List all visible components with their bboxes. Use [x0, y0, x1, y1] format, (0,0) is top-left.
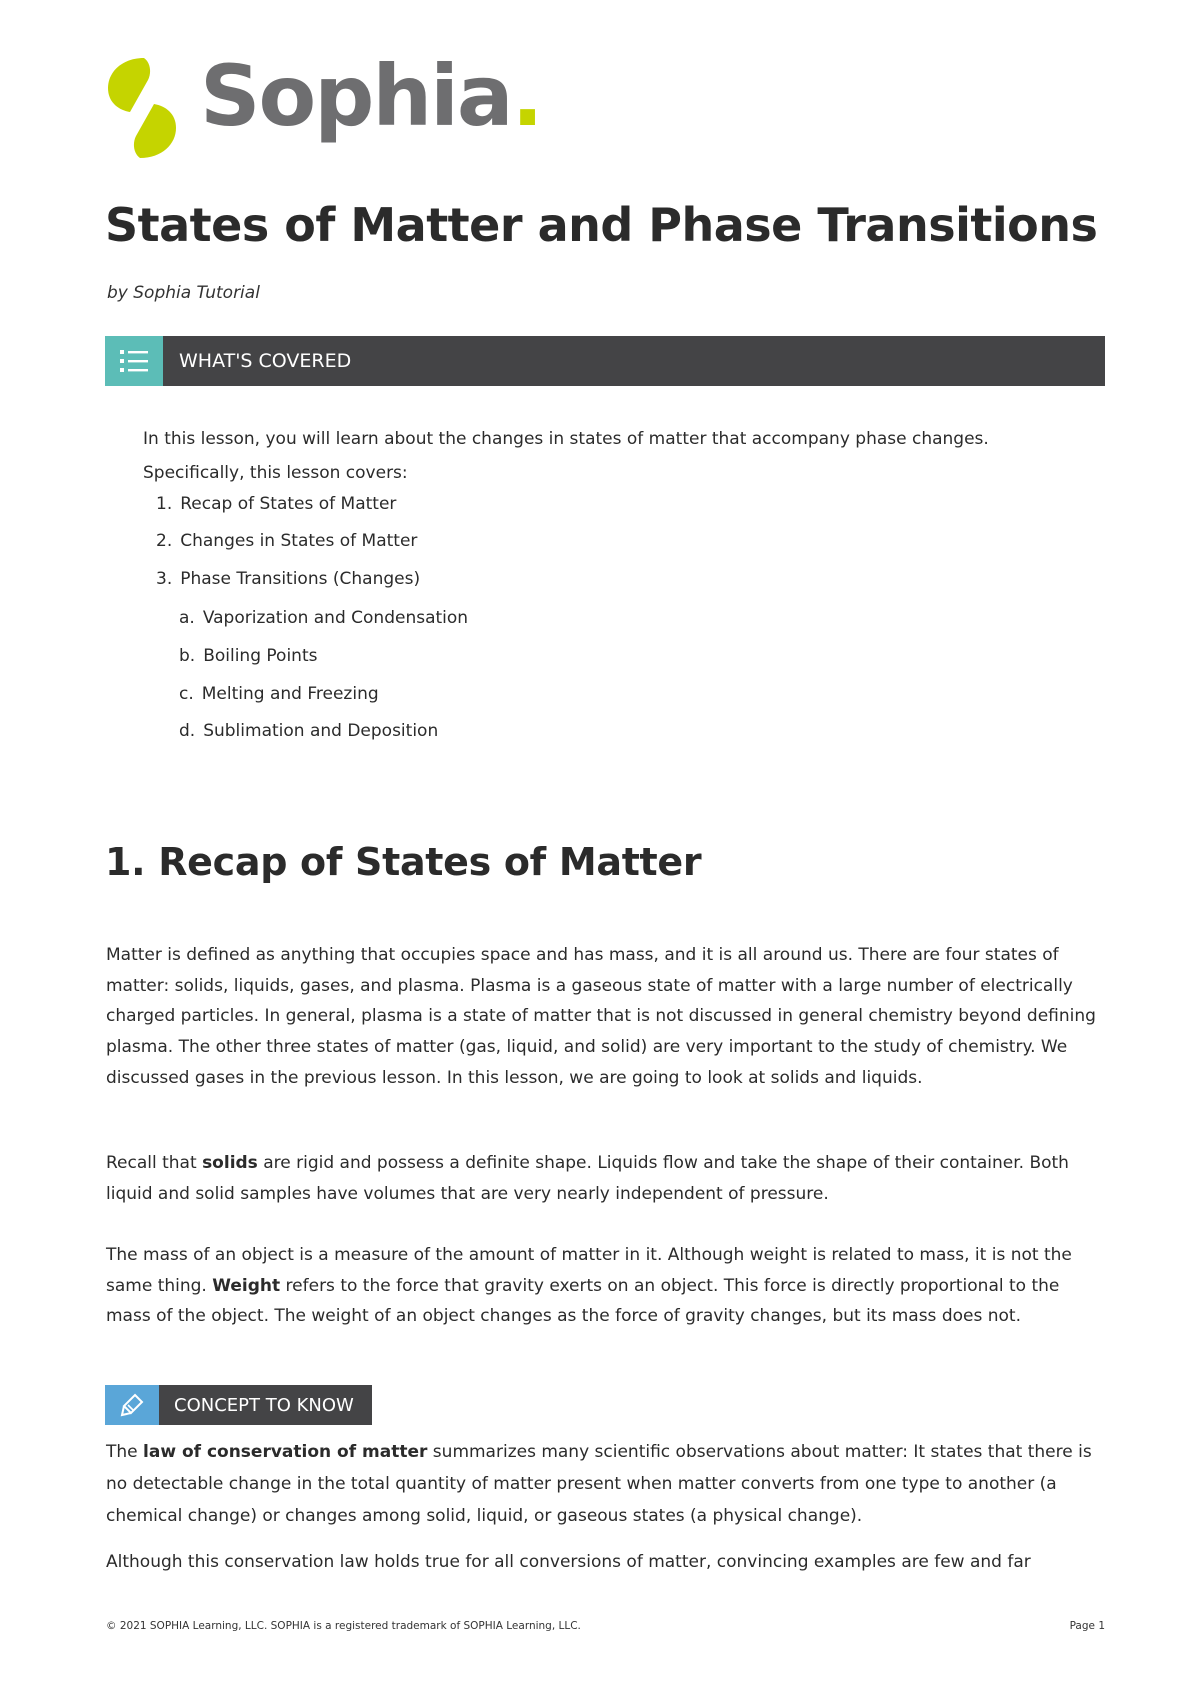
term-law-of-conservation: law of conservation of matter — [143, 1442, 428, 1462]
term-solids: solids — [202, 1153, 258, 1173]
sophia-logo — [104, 56, 180, 160]
page-title: States of Matter and Phase Transitions — [105, 198, 1098, 252]
list-subitem: a. Vaporization and Condensation — [179, 608, 469, 628]
byline: by Sophia Tutorial — [107, 283, 260, 303]
section-heading: 1. Recap of States of Matter — [105, 840, 702, 884]
list-subitem: d. Sublimation and Deposition — [179, 721, 439, 741]
list-item: 3. Phase Transitions (Changes) — [156, 569, 421, 589]
covered-intro: In this lesson, you will learn about the changes in states of matter that accompany phase changes. Specifically, this lesson covers: — [143, 429, 989, 483]
sophia-wordmark: Sophia. — [200, 47, 542, 145]
page-number: Page 1 — [1069, 1620, 1105, 1632]
whats-covered-banner — [105, 336, 1105, 386]
list-icon — [105, 336, 163, 386]
paragraph-conservation-continued: Although this conservation law holds true for all conversions of matter, convincing examples are few and far — [106, 1552, 1031, 1572]
paragraph-matter: Matter is defined as anything that occupies space and has mass, and it is all around us. There are four states of matter: solids, liquids, gases, and plasma. Plasma is a gaseous state of matter with a large number of electrically charged particles. In general, plasma is a state of matter that is not discussed in general chemistry beyond defining plasma. The other three states of matter (gas, liquid, and solid) are very important to the study of chemistry. We discussed gases in the previous lesson. In this lesson, we are going to look at solids and liquids. — [106, 945, 1096, 1088]
paragraph-conservation: The law of conservation of matter summarizes many scientific observations about matter: It states that there is no detectable change in the total quantity of matter present when matter converts from one type to another (a chemical change) or changes among solid, liquid, or gaseous states (a physical change). — [106, 1442, 1092, 1526]
concept-to-know-banner — [105, 1385, 372, 1425]
list-item: 2. Changes in States of Matter — [156, 531, 418, 551]
list-subitem: b. Boiling Points — [179, 646, 318, 666]
term-weight: Weight — [212, 1275, 281, 1296]
whats-covered-label: WHAT'S COVERED — [163, 336, 1105, 386]
list-subitem: c. Melting and Freezing — [179, 684, 379, 704]
paragraph-solids: Recall that solids are rigid and possess a definite shape. Liquids flow and take the shape of their container. Both liquid and solid samples have volumes that are very nearly independent of pressure. — [106, 1153, 1069, 1204]
sophia-mark-icon — [104, 56, 180, 160]
paragraph-weight: The mass of an object is a measure of the amount of matter in it. Although weight is related to mass, it is not the same thing. Weight refers to the force that gravity exerts on an object. This force is directly proportional to the mass of the object. The weight of an object changes as the force of gravity changes, but its mass does not. — [106, 1245, 1072, 1327]
highlighter-icon — [105, 1385, 159, 1425]
concept-to-know-label: CONCEPT TO KNOW — [159, 1385, 372, 1425]
list-item: 1. Recap of States of Matter — [156, 494, 397, 514]
footer-copyright: © 2021 SOPHIA Learning, LLC. SOPHIA is a registered trademark of SOPHIA Learning, LLC. — [106, 1620, 581, 1632]
